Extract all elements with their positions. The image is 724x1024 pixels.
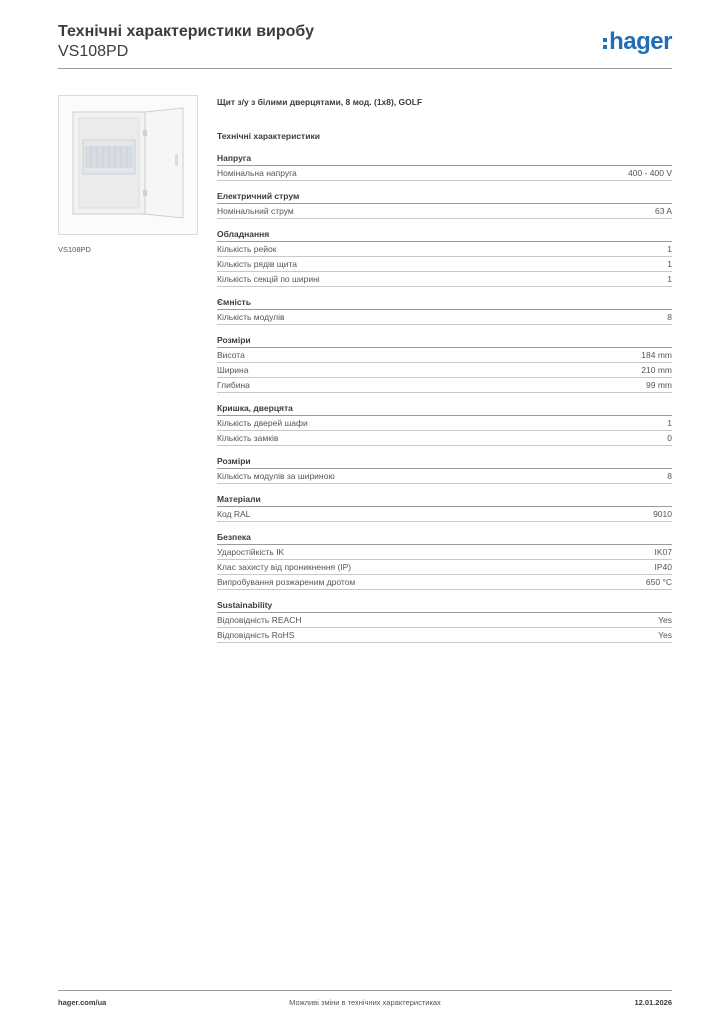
spec-group-title: Напруга bbox=[217, 152, 672, 166]
spec-value: 650 °C bbox=[645, 577, 672, 587]
spec-label: Кількість модулів bbox=[217, 312, 285, 322]
spec-group-title: Кришка, дверцята bbox=[217, 402, 672, 416]
footer-divider bbox=[58, 990, 672, 991]
spec-label: Випробування розжареним дротом bbox=[217, 577, 356, 587]
spec-group bbox=[217, 334, 672, 393]
spec-group-title: Обладнання bbox=[217, 228, 672, 242]
spec-group-title: Sustainability bbox=[217, 599, 672, 613]
spec-group bbox=[217, 190, 672, 219]
spec-row bbox=[217, 628, 672, 643]
spec-value: 63 A bbox=[654, 206, 672, 216]
spec-label: Кількість рейок bbox=[217, 244, 277, 254]
page-title: Технічні характеристики виробу bbox=[58, 23, 314, 40]
spec-group bbox=[217, 455, 672, 484]
spec-row bbox=[217, 242, 672, 257]
spec-group-title: Розміри bbox=[217, 455, 672, 469]
spec-label: Кількість секцій по ширині bbox=[217, 274, 320, 284]
spec-group bbox=[217, 493, 672, 522]
spec-row bbox=[217, 378, 672, 393]
spec-group bbox=[217, 402, 672, 446]
spec-row bbox=[217, 560, 672, 575]
spec-row bbox=[217, 272, 672, 287]
spec-value: 1 bbox=[667, 418, 672, 428]
footer-notice: Можливі зміни в технічних характеристиках bbox=[289, 998, 441, 1007]
product-image bbox=[58, 95, 198, 235]
spec-value: 9010 bbox=[653, 509, 672, 519]
spec-group-title: Розміри bbox=[217, 334, 672, 348]
spec-label: Відповідність RoHS bbox=[217, 630, 295, 640]
spec-row bbox=[217, 166, 672, 181]
logo-mark-icon bbox=[603, 38, 607, 49]
spec-row bbox=[217, 348, 672, 363]
spec-group-title: Електричний струм bbox=[217, 190, 672, 204]
spec-label: Ударостійкість IK bbox=[217, 547, 285, 557]
section-heading: Технічні характеристики bbox=[217, 131, 320, 141]
spec-value: 8 bbox=[667, 471, 672, 481]
spec-value: 99 mm bbox=[646, 380, 672, 390]
spec-label: Кількість дверей шафи bbox=[217, 418, 308, 428]
spec-row bbox=[217, 545, 672, 560]
spec-row bbox=[217, 416, 672, 431]
spec-label: Клас захисту від проникнення (IP) bbox=[217, 562, 352, 572]
spec-group-title: Матеріали bbox=[217, 493, 672, 507]
spec-value: 184 mm bbox=[641, 350, 672, 360]
spec-groups bbox=[217, 152, 672, 643]
spec-group bbox=[217, 296, 672, 325]
hager-logo bbox=[603, 28, 672, 56]
spec-value: Yes bbox=[658, 615, 672, 625]
spec-label: Ширина bbox=[217, 365, 249, 375]
spec-value: IP40 bbox=[654, 562, 672, 572]
spec-row bbox=[217, 431, 672, 446]
spec-label: Номінальний струм bbox=[217, 206, 294, 216]
spec-row bbox=[217, 507, 672, 522]
spec-row bbox=[217, 613, 672, 628]
spec-label: Кількість модулів за шириною bbox=[217, 471, 335, 481]
spec-row bbox=[217, 310, 672, 325]
spec-value: Yes bbox=[658, 630, 672, 640]
spec-row bbox=[217, 257, 672, 272]
spec-group bbox=[217, 228, 672, 287]
page-footer bbox=[58, 998, 672, 1012]
spec-group-title: Ємність bbox=[217, 296, 672, 310]
product-code: VS108PD bbox=[58, 43, 129, 60]
spec-value: 1 bbox=[667, 259, 672, 269]
cabinet-icon bbox=[69, 106, 187, 224]
product-description: Щит з/у з білими дверцятами, 8 мод. (1х8), GOLF bbox=[217, 97, 423, 107]
spec-group bbox=[217, 599, 672, 643]
spec-group bbox=[217, 152, 672, 181]
spec-row bbox=[217, 204, 672, 219]
spec-value: 210 mm bbox=[641, 365, 672, 375]
spec-row bbox=[217, 363, 672, 378]
spec-label: Відповідність REACH bbox=[217, 615, 302, 625]
spec-label: Глибина bbox=[217, 380, 250, 390]
specifications bbox=[217, 95, 672, 643]
spec-row bbox=[217, 469, 672, 484]
spec-label: Номінальна напруга bbox=[217, 168, 297, 178]
spec-value: 8 bbox=[667, 312, 672, 322]
spec-value: 1 bbox=[667, 274, 672, 284]
spec-value: IK07 bbox=[654, 547, 672, 557]
header-divider bbox=[58, 68, 672, 69]
spec-value: 1 bbox=[667, 244, 672, 254]
logo-text: hager bbox=[609, 28, 672, 55]
spec-label: Висота bbox=[217, 350, 245, 360]
spec-label: Кількість рядів щита bbox=[217, 259, 297, 269]
spec-group bbox=[217, 531, 672, 590]
spec-value: 0 bbox=[667, 433, 672, 443]
spec-group-title: Безпека bbox=[217, 531, 672, 545]
page-header bbox=[58, 20, 672, 68]
image-caption: VS108PD bbox=[58, 245, 91, 254]
spec-label: Код RAL bbox=[217, 509, 251, 519]
footer-website: hager.com/ua bbox=[58, 998, 107, 1007]
spec-label: Кількість замків bbox=[217, 433, 279, 443]
footer-date: 12.01.2026 bbox=[634, 998, 672, 1007]
spec-row bbox=[217, 575, 672, 590]
spec-value: 400 - 400 V bbox=[628, 168, 672, 178]
